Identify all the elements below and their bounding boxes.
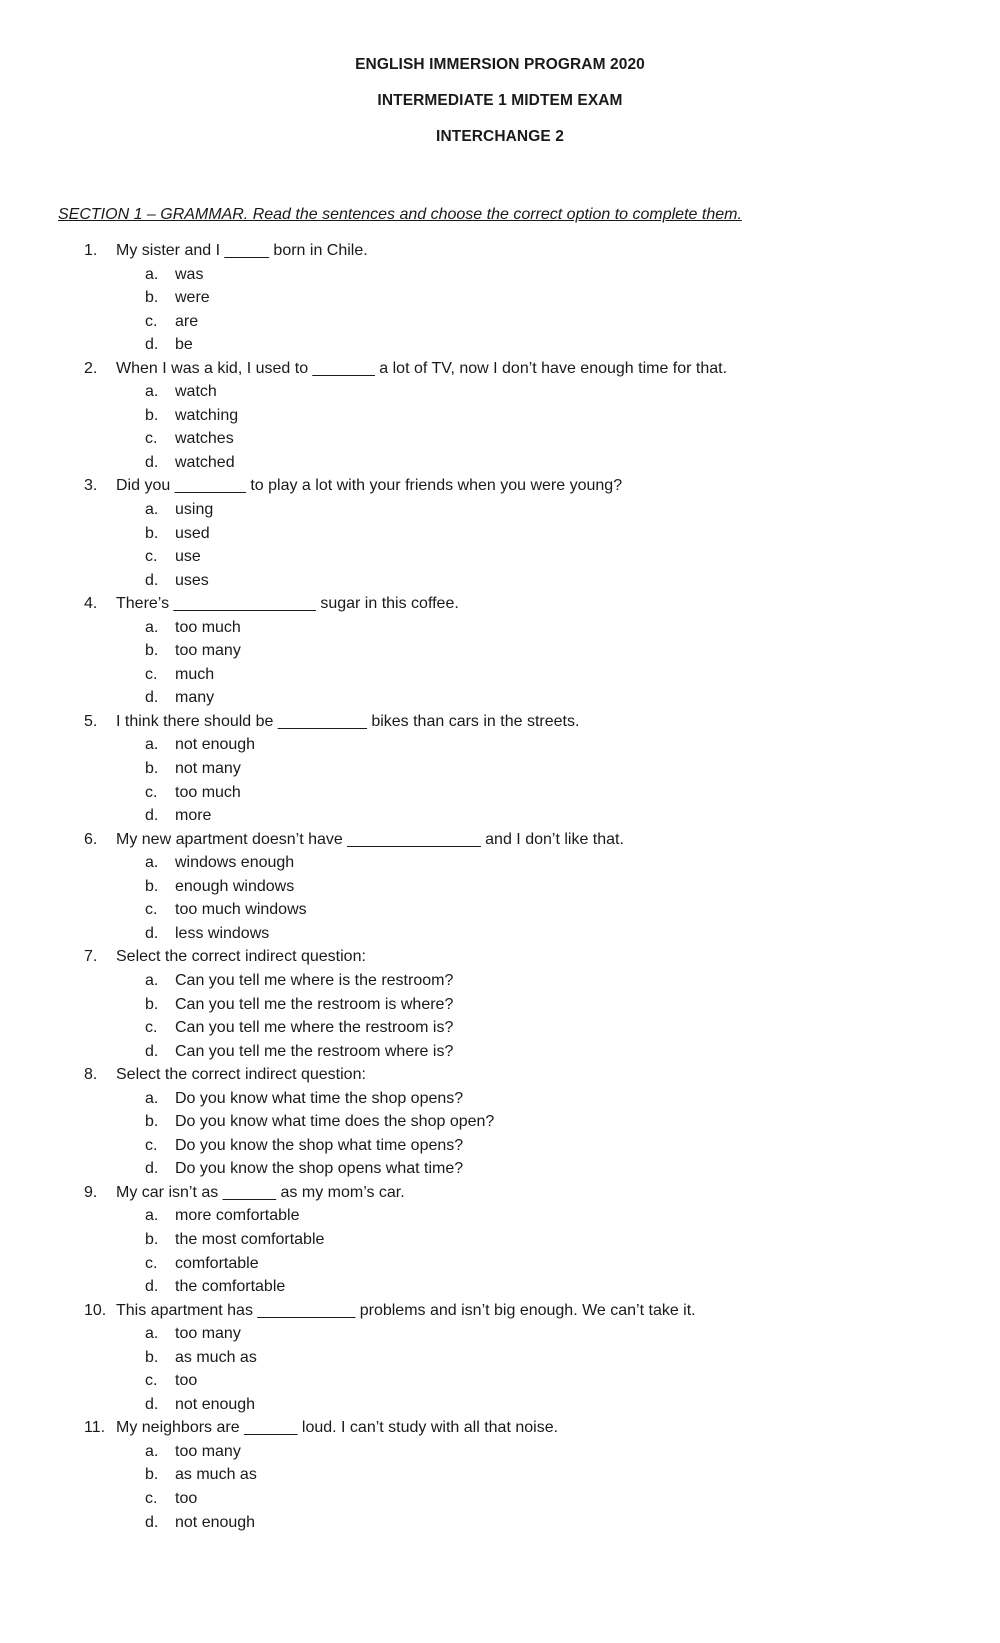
question-item: [0, 710, 1000, 828]
option-letter: d.: [145, 1042, 159, 1060]
question-stem: [0, 710, 1000, 734]
option-letter: c.: [145, 783, 158, 801]
option-text: Do you know what time does the shop open?: [175, 1113, 495, 1131]
answer-option[interactable]: [0, 1511, 1000, 1535]
answer-option[interactable]: [0, 781, 1000, 805]
answer-option[interactable]: [0, 545, 1000, 569]
question-text: Select the correct indirect question:: [116, 1066, 366, 1084]
section-1-heading: SECTION 1 – GRAMMAR. Read the sentences and choose the correct option to complete them.: [58, 206, 742, 223]
question-number: 10.: [84, 1301, 107, 1319]
question-text: When I was a kid, I used to _______ a lot of TV, now I don’t have enough time for that.: [116, 359, 728, 377]
question-number: 6.: [84, 830, 98, 848]
option-text: too much windows: [175, 901, 307, 919]
question-item: [0, 357, 1000, 475]
answer-option[interactable]: [0, 1087, 1000, 1111]
option-letter: b.: [145, 760, 159, 778]
option-text: too many: [175, 1442, 241, 1460]
answer-option[interactable]: [0, 1204, 1000, 1228]
option-text: not enough: [175, 736, 256, 754]
option-letter: a.: [145, 1442, 159, 1460]
option-letter: a.: [145, 1325, 159, 1343]
option-letter: b.: [145, 642, 159, 660]
option-letter: d.: [145, 571, 159, 589]
question-number: 9.: [84, 1183, 98, 1201]
question-text: My neighbors are ______ loud. I can’t study with all that noise.: [116, 1419, 559, 1437]
option-text: Can you tell me the restroom where is?: [175, 1042, 454, 1060]
option-text: Can you tell me the restroom is where?: [175, 995, 454, 1013]
option-letter: d.: [145, 924, 159, 942]
answer-option[interactable]: [0, 498, 1000, 522]
answer-option[interactable]: [0, 1393, 1000, 1417]
option-text: much: [175, 665, 215, 683]
answer-option[interactable]: [0, 757, 1000, 781]
option-letter: b.: [145, 1466, 159, 1484]
answer-option[interactable]: [0, 663, 1000, 687]
option-letter: a.: [145, 618, 159, 636]
question-text: I think there should be __________ bikes than cars in the streets.: [116, 712, 580, 730]
question-item: [0, 828, 1000, 946]
option-letter: d.: [145, 689, 159, 707]
question-item: [0, 945, 1000, 1063]
answer-option[interactable]: [0, 969, 1000, 993]
question-number: 2.: [84, 359, 98, 377]
option-text: were: [175, 289, 210, 307]
option-text: more: [175, 807, 212, 825]
answer-option[interactable]: [0, 522, 1000, 546]
answer-option[interactable]: [0, 1110, 1000, 1134]
answer-option[interactable]: [0, 875, 1000, 899]
option-letter: c.: [145, 312, 158, 330]
option-text: watches: [175, 430, 234, 448]
answer-option[interactable]: [0, 1228, 1000, 1252]
answer-option[interactable]: [0, 451, 1000, 475]
answer-option[interactable]: [0, 333, 1000, 357]
option-letter: d.: [145, 1160, 159, 1178]
answer-option[interactable]: [0, 733, 1000, 757]
question-stem: [0, 474, 1000, 498]
option-letter: c.: [145, 1136, 158, 1154]
option-text: are: [175, 312, 199, 330]
option-text: Can you tell me where is the restroom?: [175, 971, 454, 989]
exam-title: INTERMEDIATE 1 MIDTEM EXAM: [377, 92, 623, 109]
answer-option[interactable]: [0, 427, 1000, 451]
option-letter: c.: [145, 665, 158, 683]
question-stem: [0, 357, 1000, 381]
answer-option[interactable]: [0, 639, 1000, 663]
question-number: 3.: [84, 477, 98, 495]
answer-option[interactable]: [0, 1134, 1000, 1158]
question-number: 4.: [84, 595, 98, 613]
option-letter: d.: [145, 453, 159, 471]
option-text: enough windows: [175, 877, 295, 895]
question-text: My new apartment doesn’t have _______________ and I don’t like that.: [116, 830, 624, 848]
question-text: There’s ________________ sugar in this coffee.: [116, 595, 459, 613]
answer-option[interactable]: [0, 404, 1000, 428]
option-letter: a.: [145, 265, 159, 283]
answer-option[interactable]: [0, 263, 1000, 287]
question-stem: [0, 945, 1000, 969]
question-number: 7.: [84, 948, 98, 966]
option-letter: c.: [145, 1254, 158, 1272]
option-text: watch: [175, 383, 217, 401]
option-text: comfortable: [175, 1254, 259, 1272]
answer-option[interactable]: [0, 898, 1000, 922]
answer-option[interactable]: [0, 286, 1000, 310]
option-text: using: [175, 501, 214, 519]
option-letter: d.: [145, 336, 159, 354]
question-stem: [0, 1181, 1000, 1205]
option-letter: c.: [145, 1372, 158, 1390]
option-text: the most comfortable: [175, 1230, 325, 1248]
option-text: less windows: [175, 924, 270, 942]
option-letter: a.: [145, 501, 159, 519]
option-letter: c.: [145, 430, 158, 448]
answer-option[interactable]: [0, 1252, 1000, 1276]
answer-option[interactable]: [0, 686, 1000, 710]
option-letter: b.: [145, 1230, 159, 1248]
option-text: too many: [175, 1325, 241, 1343]
option-letter: b.: [145, 406, 159, 424]
question-item: [0, 1063, 1000, 1181]
question-text: My sister and I _____ born in Chile.: [116, 242, 368, 259]
option-letter: d.: [145, 1395, 159, 1413]
option-text: use: [175, 548, 201, 566]
question-stem: [0, 828, 1000, 852]
option-letter: a.: [145, 971, 159, 989]
question-number: 11.: [84, 1419, 106, 1437]
option-text: too many: [175, 642, 241, 660]
question-stem: [0, 239, 1000, 263]
question-text: This apartment has ___________ problems and isn’t big enough. We can’t take it.: [116, 1301, 696, 1319]
answer-option[interactable]: [0, 310, 1000, 334]
option-text: be: [175, 336, 193, 354]
question-stem: [0, 592, 1000, 616]
question-number: 8.: [84, 1066, 98, 1084]
answer-option[interactable]: [0, 804, 1000, 828]
answer-option[interactable]: [0, 1322, 1000, 1346]
question-item: [0, 592, 1000, 710]
option-letter: c.: [145, 1019, 158, 1037]
question-item: [0, 1299, 1000, 1417]
option-text: too much: [175, 618, 241, 636]
answer-option[interactable]: [0, 1040, 1000, 1064]
question-text: Did you ________ to play a lot with your friends when you were young?: [116, 477, 623, 495]
option-letter: a.: [145, 854, 159, 872]
option-letter: c.: [145, 901, 158, 919]
option-text: Do you know the shop opens what time?: [175, 1160, 464, 1178]
option-text: not enough: [175, 1513, 256, 1531]
option-text: more comfortable: [175, 1207, 300, 1225]
option-text: was: [175, 265, 204, 283]
answer-option[interactable]: [0, 993, 1000, 1017]
option-text: watched: [175, 453, 235, 471]
question-item: [0, 1181, 1000, 1299]
option-text: Do you know the shop what time opens?: [175, 1136, 464, 1154]
question-item: [0, 239, 1000, 357]
answer-option[interactable]: [0, 1275, 1000, 1299]
option-text: not many: [175, 760, 241, 778]
option-text: the comfortable: [175, 1278, 286, 1296]
question-item: [0, 474, 1000, 592]
question-text: Select the correct indirect question:: [116, 948, 366, 966]
option-text: too much: [175, 783, 241, 801]
question-number: 5.: [84, 712, 98, 730]
answer-option[interactable]: [0, 616, 1000, 640]
answer-option[interactable]: [0, 1346, 1000, 1370]
question-number: 1.: [84, 242, 98, 259]
question-list: [0, 239, 1000, 1534]
option-letter: a.: [145, 736, 159, 754]
option-text: many: [175, 689, 215, 707]
answer-option[interactable]: [0, 1157, 1000, 1181]
option-text: windows enough: [175, 854, 295, 872]
option-letter: b.: [145, 524, 159, 542]
answer-option[interactable]: [0, 922, 1000, 946]
option-text: too: [175, 1372, 198, 1390]
question-text: My car isn’t as ______ as my mom’s car.: [116, 1183, 405, 1201]
option-letter: b.: [145, 877, 159, 895]
option-text: not enough: [175, 1395, 256, 1413]
answer-option[interactable]: [0, 1016, 1000, 1040]
option-letter: d.: [145, 807, 159, 825]
option-letter: b.: [145, 1348, 159, 1366]
option-letter: d.: [145, 1513, 159, 1531]
option-letter: a.: [145, 383, 159, 401]
option-text: too: [175, 1489, 198, 1507]
question-stem: [0, 1299, 1000, 1323]
option-letter: c.: [145, 548, 158, 566]
option-text: used: [175, 524, 210, 542]
option-letter: b.: [145, 1113, 159, 1131]
option-text: uses: [175, 571, 209, 589]
answer-option[interactable]: [0, 569, 1000, 593]
answer-option[interactable]: [0, 1440, 1000, 1464]
option-text: watching: [175, 406, 239, 424]
course-title: INTERCHANGE 2: [436, 128, 564, 145]
option-text: as much as: [175, 1348, 257, 1366]
question-stem: [0, 1063, 1000, 1087]
option-letter: a.: [145, 1207, 159, 1225]
answer-option[interactable]: [0, 1463, 1000, 1487]
answer-option[interactable]: [0, 1487, 1000, 1511]
option-letter: d.: [145, 1278, 159, 1296]
answer-option[interactable]: [0, 380, 1000, 404]
option-letter: b.: [145, 995, 159, 1013]
question-stem: [0, 1416, 1000, 1440]
option-text: Do you know what time the shop opens?: [175, 1089, 464, 1107]
option-letter: a.: [145, 1089, 159, 1107]
option-letter: c.: [145, 1489, 158, 1507]
program-title: ENGLISH IMMERSION PROGRAM 2020: [355, 56, 645, 73]
option-text: as much as: [175, 1466, 257, 1484]
option-letter: b.: [145, 289, 159, 307]
answer-option[interactable]: [0, 851, 1000, 875]
answer-option[interactable]: [0, 1369, 1000, 1393]
question-item: [0, 1416, 1000, 1534]
option-text: Can you tell me where the restroom is?: [175, 1019, 454, 1037]
